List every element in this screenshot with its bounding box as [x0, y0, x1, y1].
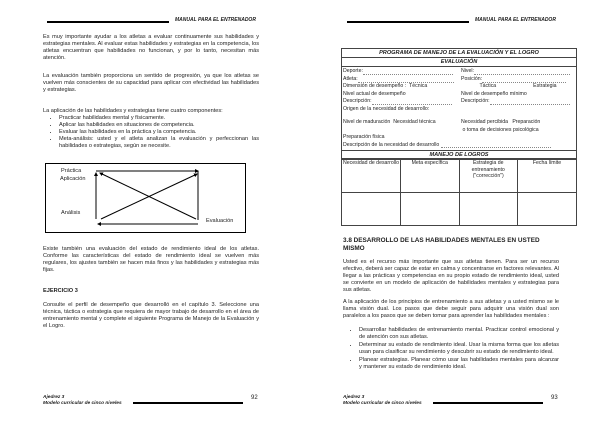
label-aplicacion: Aplicación [60, 176, 86, 182]
descripcion-field[interactable] [490, 99, 570, 105]
table-cell[interactable] [518, 193, 577, 225]
paragraph: La evaluación también proporciona un sentido de progresión, ya que los atletas se vuelven más conscientes de su capacidad para aplicar con efectividad las habilidades y estrategias. [43, 73, 259, 93]
column-header: Meta específica [401, 160, 460, 193]
bullet-list [43, 115, 259, 150]
label-nivel-actual: Nivel actual de desempeño [343, 90, 406, 97]
table-title: PROGRAMA DE MANEJO DE LA EVALUACIÓN Y EL LOGRO [342, 49, 576, 58]
label-nivel-minimo: Nivel de desempeño mínimo [461, 90, 527, 97]
table-cell[interactable] [459, 193, 518, 225]
atleta-field[interactable] [358, 77, 454, 83]
label-descripcion: Descripción: [461, 98, 490, 104]
footer-book [343, 395, 422, 407]
page-number: 93 [551, 395, 558, 401]
page-number: 92 [251, 395, 258, 401]
logros-title: MANEJO DE LOGROS [342, 150, 576, 159]
descripcion-necesidad-field[interactable] [441, 142, 551, 148]
label-origen: Origen de la necesidad de desarrollo: [343, 105, 430, 112]
evaluation-program-table [341, 48, 577, 226]
cycle-diagram [45, 163, 246, 233]
paragraph: A la aplicación de los principios de entrenamiento a sus atletas y a usted mismo se le llama visión dual. Los pasos que debe seguir para adquirir una visión dual son paralelos a los pasos que se deben tomar para aprender las habilidades mentales : [343, 299, 559, 319]
header-rule [347, 21, 469, 23]
paragraph: Es muy importante ayudar a los atletas a evaluar continuamente sus habilidades y estrategias mentales. Al evaluar estas habilidades y estrategias en la competencia, los atletas encuentran que habilidades no funcionan, y por lo tanto, necesitan más atención. [43, 34, 259, 61]
option-estrategia[interactable]: Estrategia [533, 83, 557, 89]
psicologica-text: psicológica [512, 126, 539, 133]
column-header: Necesidad de desarrollo [342, 160, 401, 193]
running-header: MANUAL PARA EL ENTRENADOR [175, 17, 256, 23]
exercise-title: EJERCICIO 3 [43, 288, 78, 294]
header-rule [47, 21, 169, 23]
column-header: Fecha límite [518, 160, 577, 193]
option-maduracion[interactable]: Nivel de maduración [343, 119, 391, 125]
paragraph: La aplicación de las habilidades y estrategias tiene cuatro componentes: [43, 108, 223, 114]
footer-title: Ajedrez 3 [43, 395, 65, 400]
list-item: • Evaluar las habilidades en la práctica y la competencia. [59, 129, 259, 136]
list-item: • Planear estrategias. Planear cómo usar las habilidades mentales para alcanzar y mantener su estado de rendimiento ideal. [359, 357, 559, 371]
list-item: • Aplicar las habilidades en situaciones de competencia. [59, 122, 259, 129]
label-descripcion: Descripción: [343, 98, 372, 104]
paragraph: Consulte el perfil de desempeño que desarrolló en el capítulo 3. Seleccione una técnica, táctica o estrategia que requiera de mayor trabajo de desarrollo en el área de entrenamiento mental y complete el siguiente Programa de Manejo de la Evaluación y el Logro. [43, 302, 259, 329]
option-necesidad-percibida[interactable]: Necesidad percibida [461, 119, 509, 125]
label-evaluacion: Evaluación [206, 218, 234, 224]
paragraph: Usted es el recurso más importante que sus atletas tienen. Para ser un recurso efectivo, deberá ser capaz de estar en calma y concentrarse en factores relevantes. Al llegar a las prácticas y competencias en su propio estado de rendimiento ideal, usted se convierte en un modelo de aplicación de habilidades mentales y estrategias para sus atletas. [343, 259, 559, 293]
descripcion-field[interactable] [372, 99, 452, 105]
label-posicion: Posición: [461, 75, 483, 82]
paragraph: Existe también una evaluación del estado de rendimiento ideal de los atletas. Conforme las características del estado de rendimiento ideal se vuelven más regulares, los ajustes también se hacen más finos y las habilidades y estrategias más fijas. [43, 246, 259, 273]
label-analisis: Análisis [61, 210, 81, 216]
bullet-list [343, 327, 559, 371]
list-item: • Practicar habilidades mental y físicamente. [59, 115, 259, 122]
posicion-field[interactable] [482, 77, 566, 83]
deporte-field[interactable] [363, 69, 453, 75]
option-preparacion-fisica[interactable]: Preparación física [343, 134, 385, 140]
nivel-field[interactable] [474, 69, 570, 75]
running-header: MANUAL PARA EL ENTRENADOR [475, 17, 556, 23]
option-preparacion-psicologica[interactable]: Preparación [512, 119, 541, 125]
list-item: • Desarrollar habilidades de entrenamiento mental. Practicar control emocional y de atención con sus atletas. [359, 327, 559, 341]
list-item: • Determinar su estado de rendimiento ideal. Usar la misma forma que los atletas usan para clasificar su rendimiento y descubrir su estado de rendimiento ideal. [359, 342, 559, 356]
toma-decisiones-text: o toma de decisiones [462, 126, 512, 133]
section-heading: 3.8 DESARROLLO DE LAS HABILIDADES MENTALES EN USTED MISMO [343, 237, 540, 252]
label-deporte: Deporte: [343, 68, 363, 74]
footer-subtitle: Modelo curricular de cinco niveles [43, 401, 122, 406]
footer-title: Ajedrez 3 [343, 395, 365, 400]
label-atleta: Atleta: [343, 75, 358, 82]
footer-subtitle: Modelo curricular de cinco niveles [343, 401, 422, 406]
list-item: • Meta-análisis: usted y el atleta analizan la evaluación y perfeccionan las habilidades o estrategias, según se necesite. [59, 136, 259, 150]
option-necesidad-tecnica[interactable]: Necesidad técnica [393, 119, 436, 125]
label-nivel: Nivel: [461, 68, 474, 74]
label-descripcion-necesidad: Descripción de la necesidad de desarrollo [343, 141, 440, 148]
table-cell[interactable] [401, 193, 460, 225]
option-tactica[interactable]: Táctica [479, 83, 497, 89]
label-practica: Práctica [61, 168, 82, 174]
column-header: Estrategia de entrenamiento ("corrección") [459, 160, 518, 193]
logros-table [342, 159, 576, 225]
footer-rule [433, 402, 543, 404]
label-dimension: Dimensión de desempeño : [343, 83, 407, 89]
evaluation-title: EVALUACIÓN [342, 58, 576, 67]
footer-rule [133, 402, 243, 404]
table-cell[interactable] [342, 193, 401, 225]
footer-book [43, 395, 122, 407]
option-tecnica[interactable]: Técnica [409, 83, 428, 89]
